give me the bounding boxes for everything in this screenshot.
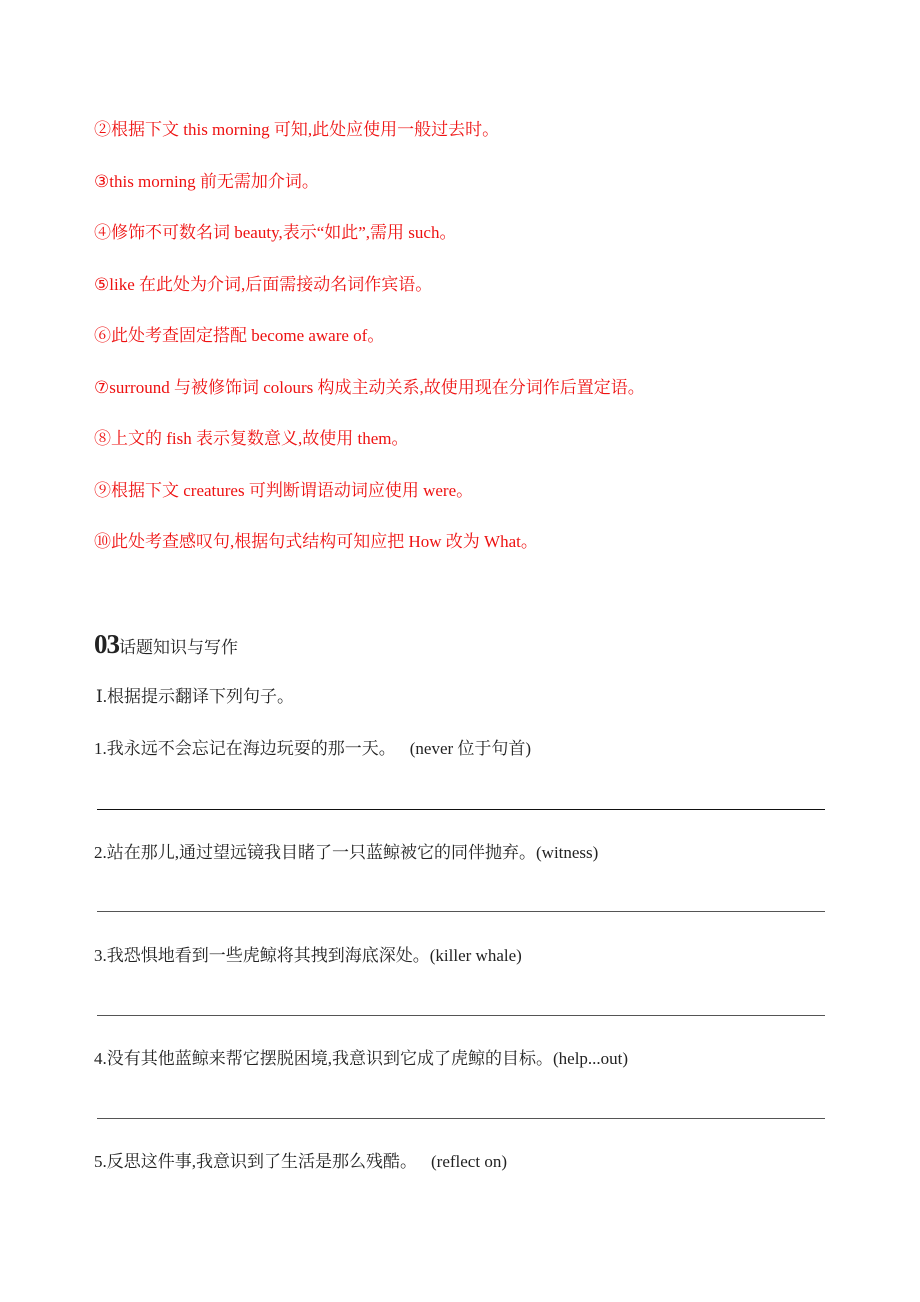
- answer-note-5: [94, 274, 432, 296]
- note-text: 根据下文 this morning 可知,此处应使用一般过去时。: [111, 120, 500, 139]
- note-marker: ④: [94, 223, 111, 242]
- item-number: 4.: [94, 1049, 107, 1068]
- note-text: 根据下文 creatures 可判断谓语动词应使用 were。: [111, 481, 474, 500]
- item-hint: (help...out): [553, 1049, 629, 1068]
- note-text: this morning 前无需加介词。: [109, 172, 319, 191]
- item-prompt: 站在那儿,通过望远镜我目睹了一只蓝鲸被它的同伴抛弃。: [106, 843, 536, 862]
- note-marker: ⑩: [94, 532, 111, 551]
- exercise-item-5: [94, 1151, 507, 1173]
- item-number: 1.: [94, 739, 107, 758]
- answer-note-3: [94, 171, 319, 193]
- answer-line-2[interactable]: [97, 911, 825, 912]
- exercise-item-4: [94, 1048, 628, 1070]
- answer-note-4: [94, 222, 456, 244]
- item-hint: (reflect on): [431, 1152, 507, 1171]
- item-hint: (never 位于句首): [409, 739, 532, 758]
- note-marker: ②: [94, 120, 111, 139]
- note-text: like 在此处为介词,后面需接动名词作宾语。: [109, 275, 433, 294]
- exercise-instruction: Ⅰ.根据提示翻译下列句子。: [96, 687, 294, 706]
- answer-note-8: [94, 428, 409, 450]
- note-marker: ⑦: [94, 378, 110, 397]
- item-prompt: 我永远不会忘记在海边玩耍的那一天。: [106, 739, 396, 758]
- item-number: 3.: [94, 946, 107, 965]
- exercise-item-1: [94, 738, 531, 760]
- note-text: 修饰不可数名词 beauty,表示“如此”,需用 such。: [111, 223, 457, 242]
- item-prompt: 我恐惧地看到一些虎鲸将其拽到海底深处。: [106, 946, 430, 965]
- section-number: 03: [94, 629, 119, 659]
- answer-line-4[interactable]: [97, 1118, 825, 1119]
- note-text: surround 与被修饰词 colours 构成主动关系,故使用现在分词作后置定语。: [109, 378, 645, 397]
- exercise-item-2: [94, 842, 598, 864]
- item-number: 5.: [94, 1152, 107, 1171]
- item-hint: (witness): [536, 843, 599, 862]
- note-marker: ⑤: [94, 275, 110, 294]
- note-marker: ⑥: [94, 326, 111, 345]
- note-text: 上文的 fish 表示复数意义,故使用 them。: [111, 429, 409, 448]
- answer-note-10: [94, 531, 538, 553]
- answer-note-2: [94, 119, 499, 141]
- item-hint: (killer whale): [429, 946, 522, 965]
- section-title: 话题知识与写作: [119, 638, 238, 657]
- item-prompt: 没有其他蓝鲸来帮它摆脱困境,我意识到它成了虎鲸的目标。: [106, 1049, 553, 1068]
- answer-note-7: [94, 377, 645, 399]
- note-text: 此处考查感叹句,根据句式结构可知应把 How 改为 What。: [111, 532, 538, 551]
- exercise-item-3: [94, 945, 522, 967]
- note-text: 此处考查固定搭配 become aware of。: [111, 326, 385, 345]
- answer-note-9: [94, 480, 473, 502]
- section-heading: [94, 629, 238, 660]
- note-marker: ③: [94, 172, 110, 191]
- note-marker: ⑨: [94, 481, 111, 500]
- answer-line-1[interactable]: [97, 809, 825, 810]
- item-prompt: 反思这件事,我意识到了生活是那么残酷。: [106, 1152, 417, 1171]
- answer-note-6: [94, 325, 384, 347]
- answer-line-3[interactable]: [97, 1015, 825, 1016]
- note-marker: ⑧: [94, 429, 111, 448]
- item-number: 2.: [94, 843, 107, 862]
